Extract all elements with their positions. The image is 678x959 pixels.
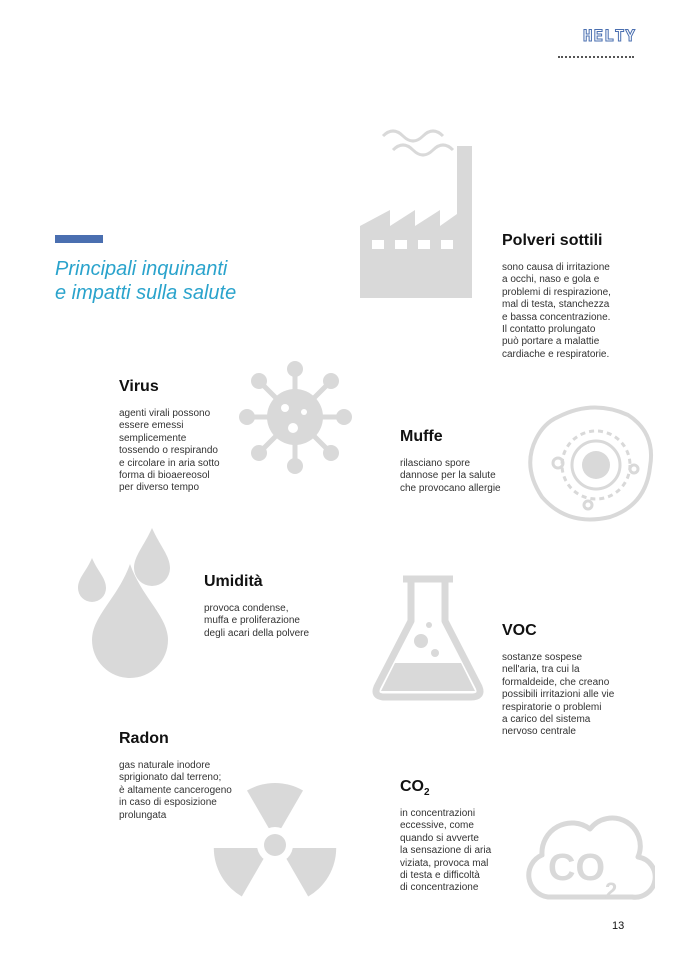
header-dotted-divider: [558, 56, 634, 58]
pollutant-title-polveri: Polveri sottili: [502, 232, 603, 249]
pollutant-title-umidita: Umidità: [204, 573, 263, 590]
radiation-icon: [210, 780, 340, 910]
brand-logo: HELTY: [582, 26, 636, 45]
pollutant-desc-radon: gas naturale inodore sprigionato dal terreno; è altamente cancerogeno in caso di esposizione prolungata: [119, 760, 232, 821]
water-drops-icon: [70, 528, 190, 678]
pollutant-title-muffe: Muffe: [400, 428, 443, 445]
mold-cell-icon: [528, 405, 658, 523]
pollutant-desc-umidita: provoca condense, muffa e proliferazione degli acari della polvere: [204, 603, 310, 639]
co2-title-main: CO: [400, 778, 424, 795]
pollutant-title-co2: [400, 778, 430, 796]
pollutant-title-virus: Virus: [119, 378, 159, 395]
flask-icon: [373, 575, 483, 700]
page-headline: Principali inquinanti e impatti sulla salute: [55, 258, 237, 304]
pollutant-title-voc: VOC: [502, 622, 537, 639]
page-number: 13: [612, 920, 625, 932]
factory-icon: [355, 118, 480, 298]
pollutant-desc-voc: sostanze sospese nell'aria, tra cui la formaldeide, che creano possibili irritazioni alle vie respiratorie o problemi a carico del sistema nervoso centrale: [502, 652, 615, 738]
pollutant-title-radon: Radon: [119, 730, 169, 747]
co2-cloud-icon: [520, 805, 655, 910]
pollutant-desc-co2: in concentrazioni eccessive, come quando si avverte la sensazione di aria viziata, provoca mal di testa e difficoltà di concentrazione: [400, 808, 492, 894]
pollutant-desc-polveri: sono causa di irritazione a occhi, naso e gola e problemi di respirazione, mal di testa, stanchezza e bassa concentrazione. Il contatto prolungato può portare a malattie cardiache e respiratorie.: [502, 262, 611, 360]
accent-bar: [55, 235, 103, 243]
co2-cloud-text: $CO_2$: [548, 847, 618, 903]
pollutant-desc-muffe: rilasciano spore dannose per la salute che provocano allergie: [400, 458, 501, 494]
co2-title-subscript: 2: [424, 787, 430, 798]
pollutant-desc-virus: agenti virali possono essere emessi semplicemente tossendo o respirando e circolare in aria sotto forma di bioaereosol per diverso tempo: [119, 408, 220, 494]
